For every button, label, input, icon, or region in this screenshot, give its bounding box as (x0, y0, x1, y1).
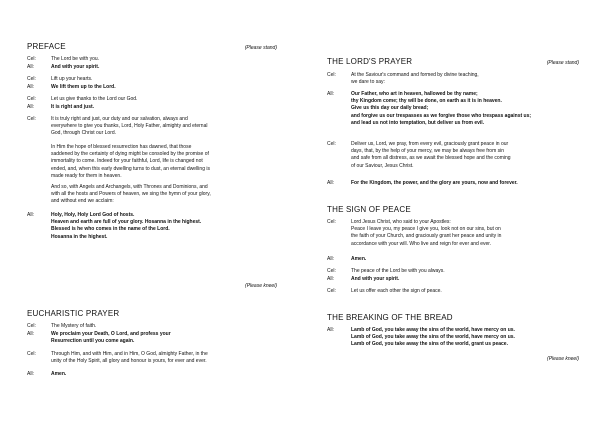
preface-header (27, 40, 277, 52)
response-text: Lamb of God, you take away the sins of the world, have mercy on us. Lamb of God, you take away the sins of the world, have mercy on us. Lamb of God, you take away the sins of the world, grant us peace. (351, 327, 515, 348)
response-text: And with your spirit. (51, 64, 100, 70)
eucharistic-header (27, 307, 277, 319)
peace-invitation (327, 288, 579, 295)
lords-prayer-doxology (327, 180, 579, 187)
speaker-label: Cel: (27, 116, 36, 122)
peace-greeting (327, 268, 579, 275)
paragraph-text: Deliver us, Lord, we pray, from every evil, graciously grant peace in our days, that, by the help of your mercy, we may be always free from sin and safe from all distress, as we await the blessed hope and the coming of our Saviour, Jesus Christ. (351, 141, 511, 169)
speaker-label: Cel: (27, 96, 36, 102)
paragraph-text: It is truly right and just, our duty and our salvation, always and everywhere to give you thanks, Lord, Holy Father, almighty and eternal God, through Christ our Lord. (51, 116, 208, 137)
speaker-label: All: (27, 104, 34, 110)
line-text: The peace of the Lord be with you always. (351, 268, 445, 274)
paragraph-text: In Him the hope of blessed resurrection has dawned, that those saddened by the certainty of dying might be consoled by the promise of immortality to come. Indeed for your faithful, Lord, life is changed not ended, and, when this early dwelling turns to dust, an eternal dwelling is made ready for them in heaven. (51, 144, 210, 179)
line-text: Lift up your hearts. (51, 76, 93, 82)
preface-paragraph-3 (27, 184, 277, 206)
preface-line-1 (27, 56, 277, 63)
preface-line-4 (27, 84, 277, 91)
speaker-label: All: (27, 371, 34, 377)
paragraph-text: Lord Jesus Christ, who said to your Apostles: Peace I leave you, my peace I give you, look not on our sins, but on the faith of your Church, and graciously grant her peace and unity in accordance with your will. Who live and reign for ever and ever. (351, 219, 502, 247)
line-text: Let us give thanks to the Lord our God. (51, 96, 138, 102)
peace-prayer (327, 219, 579, 248)
lords-prayer-stand-note: (Please stand) (546, 60, 579, 66)
speaker-label: All: (27, 64, 34, 70)
speaker-label: Cel: (27, 323, 36, 329)
speaker-label: All: (327, 256, 334, 262)
response-text: And with your spirit. (351, 276, 400, 282)
speaker-label: All: (27, 84, 34, 90)
eucharistic-title: EUCHARISTIC PRAYER (27, 309, 120, 318)
preface-line-2 (27, 64, 277, 71)
response-text: Amen. (351, 256, 367, 262)
paragraph-text: Through Him, and with Him, and in Him, O God, almighty Father, in the unity of the Holy Spirit, all glory and honour is yours, for ever and ever. (51, 351, 208, 365)
eucharistic-line-2 (27, 331, 277, 345)
line-text: The Mystery of faith. (51, 323, 97, 329)
lords-prayer-title: THE LORD'S PRAYER (327, 57, 413, 66)
speaker-label: Cel: (327, 72, 336, 78)
preface-stand-note: (Please stand) (244, 45, 277, 51)
lords-prayer-embolism (327, 141, 579, 170)
speaker-label: Cel: (27, 56, 36, 62)
agnus-dei (327, 327, 579, 349)
speaker-label: All: (327, 91, 334, 97)
speaker-label: All: (27, 212, 34, 218)
speaker-label: All: (327, 180, 334, 186)
preface-paragraph-2 (27, 144, 277, 180)
kneel-note: (Please kneel) (245, 283, 277, 289)
response-text: Holy, Holy, Holy Lord God of hosts. Heaven and earth are full of your glory. Hosanna in the highest. Blessed is he who comes in the name of the Lord. Hosanna in the highest. (51, 212, 202, 240)
sign-of-peace-header (327, 203, 579, 215)
speaker-label: Cel: (327, 219, 336, 225)
response-text: Our Father, who art in heaven, hallowed be thy name; thy Kingdom come; thy will be done, on earth as it is in heaven. Give us this day our daily bread; and forgive us our trespasses as we forgive those who trespass against us; and lead us not into temptation, but deliver us from evil. (351, 91, 532, 126)
line-text: Let us offer each other the sign of peace. (351, 288, 442, 294)
response-text: We lift them up to the Lord. (51, 84, 116, 90)
lords-prayer-header (327, 55, 579, 67)
speaker-label: Cel: (327, 141, 336, 147)
speaker-label: Cel: (27, 351, 36, 357)
response-text: We proclaim your Death, O Lord, and profess your Resurrection until you come again. (51, 331, 171, 345)
response-text: It is right and just. (51, 104, 95, 110)
preface-paragraph-1 (27, 116, 277, 138)
breaking-header (327, 311, 579, 323)
response-text: For the Kingdom, the power, and the glory are yours, now and forever. (351, 180, 518, 186)
peace-response (327, 276, 579, 283)
speaker-label: Cel: (27, 76, 36, 82)
speaker-label: Cel: (327, 288, 336, 294)
breaking-title: THE BREAKING OF THE BREAD (327, 313, 453, 322)
line-text: The Lord be with you. (51, 56, 100, 62)
lords-prayer-line-1 (327, 72, 579, 86)
lords-prayer-response (327, 91, 579, 127)
preface-line-5 (27, 96, 277, 103)
preface-line-6 (27, 104, 277, 111)
eucharistic-line-4 (27, 371, 277, 378)
sign-of-peace-title: THE SIGN OF PEACE (327, 205, 411, 214)
kneel-note: (Please kneel) (547, 356, 579, 362)
speaker-label: All: (327, 327, 334, 333)
eucharistic-line-3 (27, 351, 277, 365)
sanctus-response (27, 212, 277, 241)
preface-line-3 (27, 76, 277, 83)
paragraph-text: And so, with Angels and Archangels, with Thrones and Dominions, and with all the hosts and Powers of heaven, we sing the hymn of your glory, and without end we acclaim: (51, 184, 211, 205)
speaker-label: All: (27, 331, 34, 337)
speaker-label: All: (327, 276, 334, 282)
paragraph-text: At the Saviour's command and formed by divine teaching, we dare to say: (351, 72, 479, 86)
preface-title: PREFACE (27, 42, 66, 51)
eucharistic-line-1 (27, 323, 277, 330)
response-text: Amen. (51, 371, 67, 377)
peace-amen (327, 256, 579, 263)
speaker-label: Cel: (327, 268, 336, 274)
